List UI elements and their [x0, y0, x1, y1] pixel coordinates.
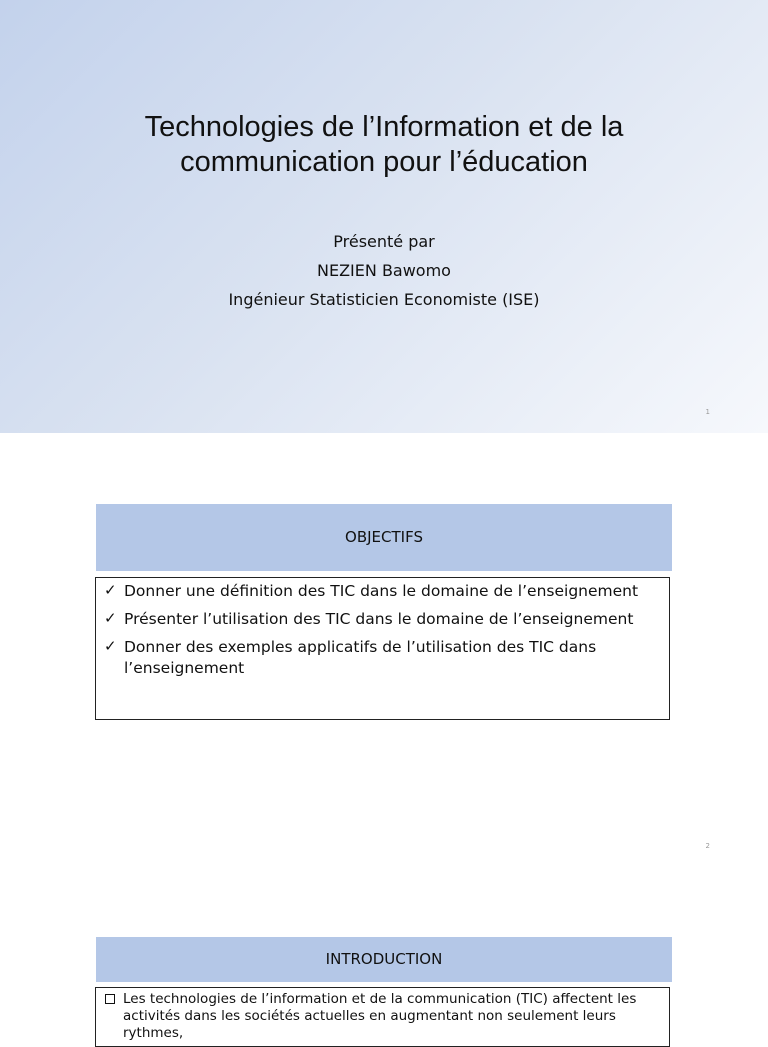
check-icon: ✓: [104, 581, 117, 599]
introduction-header: INTRODUCTION: [96, 937, 672, 982]
introduction-slide: [0, 866, 768, 1041]
page-number: 1: [705, 408, 710, 416]
author-role: Ingénieur Statisticien Economiste (ISE): [228, 290, 540, 309]
introduction-list: [95, 987, 670, 1047]
list-item: [103, 637, 659, 679]
check-icon: ✓: [104, 609, 117, 627]
objectives-header: OBJECTIFS: [96, 504, 672, 571]
list-item-text: Donner des exemples applicatifs de l’utilisation des TIC dans l’enseignement: [124, 638, 597, 677]
objectives-list: [95, 577, 670, 720]
list-item: [103, 991, 659, 1042]
list-item-text: Présenter l’utilisation des TIC dans le domaine de l’enseignement: [124, 610, 634, 628]
list-item: [103, 609, 659, 630]
slide-title-line-2: communication pour l’éducation: [180, 146, 588, 178]
list-item: [103, 581, 659, 602]
list-item-text: Les technologies de l’information et de la communication (TIC) affectent les activités dans les sociétés actuelles en augmentant non seulement leurs rythmes,: [123, 991, 637, 1041]
author-name: NEZIEN Bawomo: [317, 261, 451, 280]
slide-title-line-1: Technologies de l’Information et de la: [144, 111, 624, 143]
objectives-slide: [0, 433, 768, 866]
presented-by-label: Présenté par: [333, 232, 435, 251]
page-number: 2: [705, 842, 710, 850]
list-item-text: Donner une définition des TIC dans le domaine de l’enseignement: [124, 582, 639, 600]
slide-subtitle: [84, 227, 684, 314]
square-box-icon: [103, 991, 123, 1008]
slide-title: [84, 110, 684, 180]
title-slide: [0, 0, 768, 433]
check-icon: ✓: [104, 637, 117, 655]
